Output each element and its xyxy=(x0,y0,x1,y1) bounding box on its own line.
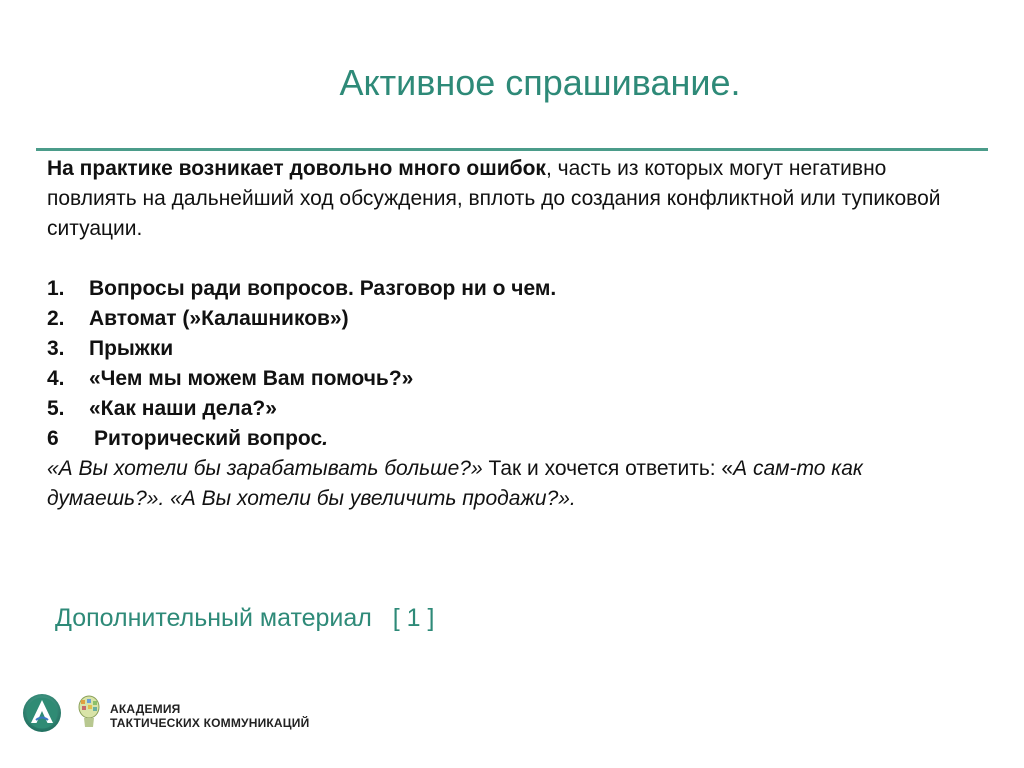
list-item-text: Прыжки xyxy=(89,337,174,360)
list-item-number: 2. xyxy=(47,307,65,330)
list-item-number: 6 xyxy=(47,427,59,450)
list-item-text: «Чем мы можем Вам помочь?» xyxy=(89,367,414,390)
title-divider xyxy=(36,148,988,151)
triangle-logo-icon xyxy=(22,693,62,733)
list-item-text: «Как наши дела?» xyxy=(89,397,277,420)
list-item xyxy=(47,334,977,364)
list-item-text: Вопросы ради вопросов. Разговор ни о чем. xyxy=(89,277,557,300)
list-item-number: 4. xyxy=(47,367,65,390)
list-item xyxy=(47,424,977,454)
list-item-number: 1. xyxy=(47,277,65,300)
list-item xyxy=(47,394,977,424)
head-emblem-icon xyxy=(76,694,102,732)
list-item-number: 5. xyxy=(47,397,65,420)
intro-bold-lead: На практике возникает довольно много ошибок xyxy=(47,157,546,180)
list-item-text xyxy=(94,424,328,454)
list-item-number: 3. xyxy=(47,337,65,360)
list-item-text-tail: . xyxy=(322,427,328,450)
list-item xyxy=(47,364,977,394)
intro-paragraph xyxy=(47,154,977,244)
list-item xyxy=(47,304,977,334)
example-quote-2: А сам-то как думаешь?». «А Вы хотели бы увеличить продажи?». xyxy=(47,457,863,510)
footer-line-1: АКАДЕМИЯ xyxy=(110,702,181,716)
mistakes-list xyxy=(47,274,977,454)
additional-material-link[interactable]: Дополнительный материал [ 1 ] xyxy=(55,604,435,632)
spacer xyxy=(47,244,977,274)
list-item-text: Автомат (»Калашников») xyxy=(89,307,349,330)
example-paragraph xyxy=(47,454,977,514)
footer-line-2: ТАКТИЧЕСКИХ КОММУНИКАЦИЙ xyxy=(110,716,310,730)
slide-body xyxy=(47,154,977,514)
list-item-text-main: Риторический вопрос xyxy=(94,427,323,450)
list-item xyxy=(47,274,977,304)
example-quote-1: «А Вы хотели бы зарабатывать больше?» xyxy=(47,457,483,480)
footer-academy-name xyxy=(110,702,309,730)
intro-rest: , часть из которых могут негативно повлиять на дальнейший ход обсуждения, вплоть до создания конфликтной или тупиковой ситуации. xyxy=(47,157,941,240)
example-comment: Так и хочется ответить: « xyxy=(482,457,734,480)
slide-title: Активное спрашивание. xyxy=(339,62,741,103)
